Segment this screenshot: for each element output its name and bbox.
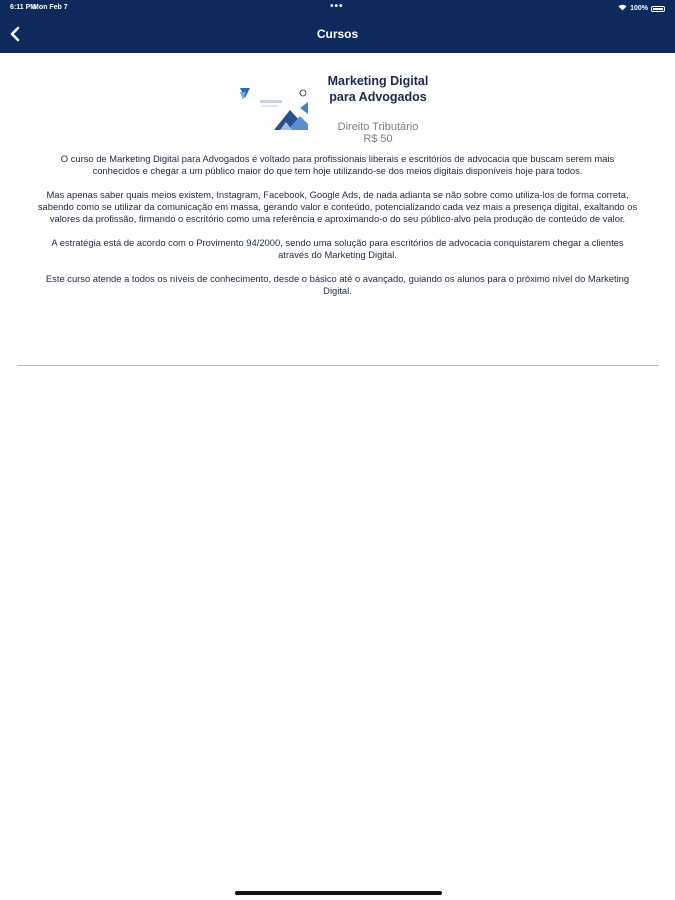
multitasking-dots-icon[interactable]: ••• xyxy=(330,1,344,12)
course-header xyxy=(0,70,675,150)
section-divider xyxy=(17,365,659,366)
wifi-icon xyxy=(618,4,627,13)
course-title: Marketing Digital para Advogados xyxy=(327,74,429,104)
course-thumbnail xyxy=(240,88,308,130)
home-indicator[interactable] xyxy=(235,891,442,895)
description-paragraph: Mas apenas saber quais meios existem, Instagram, Facebook, Google Ads, de nada adianta se não sobre como utiliza-los de forma correta, sabendo como se utilizar da comunicação em massa, gerando valor e conteúdo, potencializando cada vez mais a presença digital, exaltando os valores da profissão, firmando o escritório como uma referência e aproximando-o do seu público-alvo pela produção de conteúdo de valor. xyxy=(37,189,638,224)
course-description xyxy=(36,153,639,309)
status-time: 6:11 PM xyxy=(10,4,37,11)
description-paragraph: O curso de Marketing Digital para Advogados é voltado para profissionais liberais e escritórios de advocacia que buscam serem mais conhecidos e chegar a um público maior do que tem hoje utilizando-se dos meios digitais disponíveis hoje para todos. xyxy=(60,153,615,176)
description-paragraph: A estratégia está de acordo com o Provimento 94/2000, sendo uma solução para escritórios de advocacia conquistarem chegar a clientes através do Marketing Digital. xyxy=(51,237,624,260)
description-paragraph: Este curso atende a todos os níveis de conhecimento, desde o básico até o avançado, guiando os alunos para o próximo nível do Marketing Digital. xyxy=(45,273,630,296)
page-title: Cursos xyxy=(316,27,359,41)
status-right xyxy=(618,4,665,13)
battery-icon xyxy=(651,6,665,12)
nav-header xyxy=(0,0,675,53)
status-bar xyxy=(0,0,675,16)
battery-percentage: 100% xyxy=(630,5,648,12)
course-category: Direito Tributário xyxy=(337,121,419,133)
status-date: Mon Feb 7 xyxy=(33,4,68,11)
course-price: R$ 50 xyxy=(363,133,393,145)
